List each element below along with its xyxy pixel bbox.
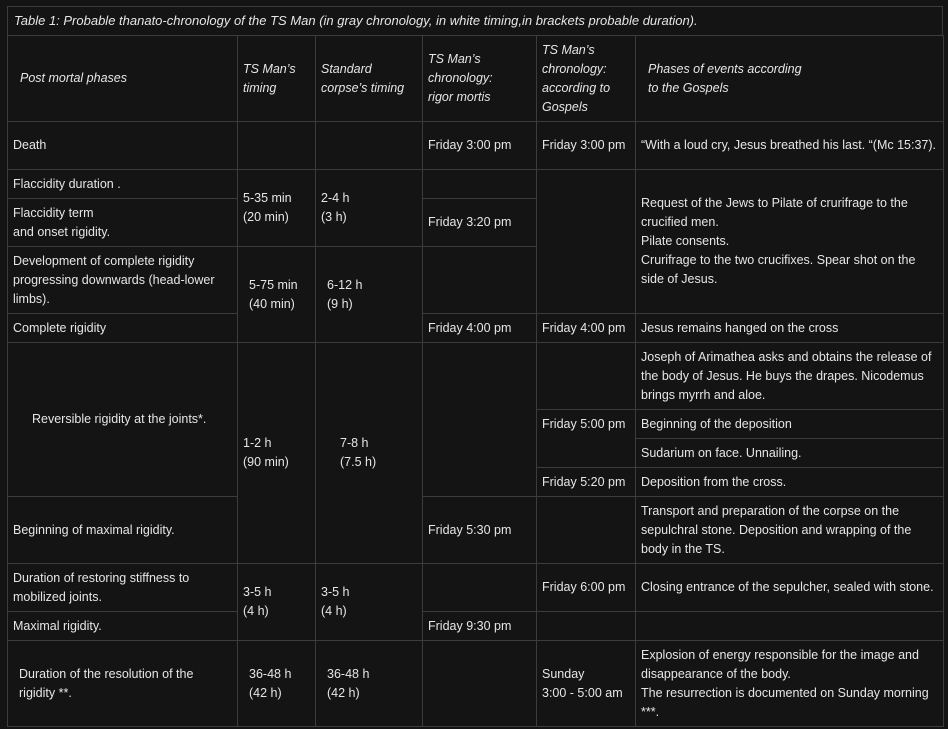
std-timing-cell: 7-8 h (7.5 h) [316, 343, 423, 564]
gospel-chrono-cell [537, 497, 636, 564]
header-row [8, 36, 944, 122]
phase-cell: Complete rigidity [8, 314, 238, 343]
phase-cell: Duration of restoring stiffness to mobilized joints. [8, 564, 238, 612]
table-row [8, 612, 944, 641]
std-timing-cell: 6-12 h (9 h) [316, 247, 423, 343]
phase-cell: Beginning of maximal rigidity. [8, 497, 238, 564]
std-timing-cell: 2-4 h (3 h) [316, 170, 423, 247]
rigor-chrono-cell [423, 343, 537, 497]
gospel-chrono-cell: Friday 5:00 pm [537, 410, 636, 468]
header-gospel-events: Phases of events according to the Gospels [636, 36, 944, 122]
std-timing-cell: 36-48 h (42 h) [316, 641, 423, 727]
table-row [8, 564, 944, 612]
rigor-chrono-cell: Friday 3:20 pm [423, 199, 537, 247]
gospel-chrono-cell [537, 170, 636, 314]
phase-cell: Reversible rigidity at the joints*. [8, 343, 238, 497]
rigor-chrono-cell: Friday 9:30 pm [423, 612, 537, 641]
table-caption: Table 1: Probable thanato-chronology of the TS Man (in gray chronology, in white timing,in brackets probable duration). [7, 6, 943, 35]
table-row [8, 641, 944, 727]
rigor-chrono-cell: Friday 5:30 pm [423, 497, 537, 564]
phase-cell: Death [8, 122, 238, 170]
table-row [8, 122, 944, 170]
header-standard-timing: Standard corpse’s timing [316, 36, 423, 122]
ts-timing-cell: 5-75 min (40 min) [238, 247, 316, 343]
phase-cell: Flaccidity duration . [8, 170, 238, 199]
rigor-chrono-cell: Friday 3:00 pm [423, 122, 537, 170]
gospel-chrono-cell: Friday 3:00 pm [537, 122, 636, 170]
std-timing-cell [316, 122, 423, 170]
gospel-chrono-cell: Friday 6:00 pm [537, 564, 636, 612]
ts-timing-cell [238, 122, 316, 170]
table-row [8, 170, 944, 199]
gospel-chrono-cell [537, 612, 636, 641]
ts-timing-cell: 1-2 h (90 min) [238, 343, 316, 564]
event-cell: Sudarium on face. Unnailing. [636, 439, 944, 468]
event-cell: Jesus remains hanged on the cross [636, 314, 944, 343]
phase-cell: Flaccidity term and onset rigidity. [8, 199, 238, 247]
phase-cell: Maximal rigidity. [8, 612, 238, 641]
table-row [8, 314, 944, 343]
table-row [8, 343, 944, 410]
event-cell: Closing entrance of the sepulcher, sealed with stone. [636, 564, 944, 612]
ts-timing-cell: 5-35 min (20 min) [238, 170, 316, 247]
gospel-chrono-cell: Friday 5:20 pm [537, 468, 636, 497]
rigor-chrono-cell [423, 170, 537, 199]
event-cell: Transport and preparation of the corpse on the sepulchral stone. Deposition and wrapping of the body in the TS. [636, 497, 944, 564]
rigor-chrono-cell [423, 564, 537, 612]
phase-cell: Development of complete rigidity progressing downwards (head-lower limbs). [8, 247, 238, 314]
header-ts-timing: TS Man’s timing [238, 36, 316, 122]
event-cell: Request of the Jews to Pilate of crurifrage to the crucified men. Pilate consents. Crurifrage to the two crucifixes. Spear shot on the side of Jesus. [636, 170, 944, 314]
phase-cell: Duration of the resolution of the rigidity **. [8, 641, 238, 727]
event-cell: Explosion of energy responsible for the image and disappearance of the body. The resurrection is documented on Sunday morning ***. [636, 641, 944, 727]
event-cell: Joseph of Arimathea asks and obtains the release of the body of Jesus. He buys the drapes. Nicodemus brings myrrh and aloe. [636, 343, 944, 410]
event-cell: Beginning of the deposition [636, 410, 944, 439]
rigor-chrono-cell: Friday 4:00 pm [423, 314, 537, 343]
ts-timing-cell: 3-5 h (4 h) [238, 564, 316, 641]
thanato-chronology-table [7, 35, 944, 727]
header-post-mortal-phases: Post mortal phases [8, 36, 238, 122]
header-chronology-gospels: TS Man’s chronology: according to Gospels [537, 36, 636, 122]
event-cell: Deposition from the cross. [636, 468, 944, 497]
gospel-chrono-cell: Sunday 3:00 - 5:00 am [537, 641, 636, 727]
header-chronology-rigor: TS Man’s chronology: rigor mortis [423, 36, 537, 122]
rigor-chrono-cell [423, 641, 537, 727]
rigor-chrono-cell [423, 247, 537, 314]
gospel-chrono-cell: Friday 4:00 pm [537, 314, 636, 343]
event-cell [636, 612, 944, 641]
event-cell: “With a loud cry, Jesus breathed his last. “(Mc 15:37). [636, 122, 944, 170]
std-timing-cell: 3-5 h (4 h) [316, 564, 423, 641]
gospel-chrono-cell [537, 343, 636, 410]
ts-timing-cell: 36-48 h (42 h) [238, 641, 316, 727]
table-row [8, 497, 944, 564]
